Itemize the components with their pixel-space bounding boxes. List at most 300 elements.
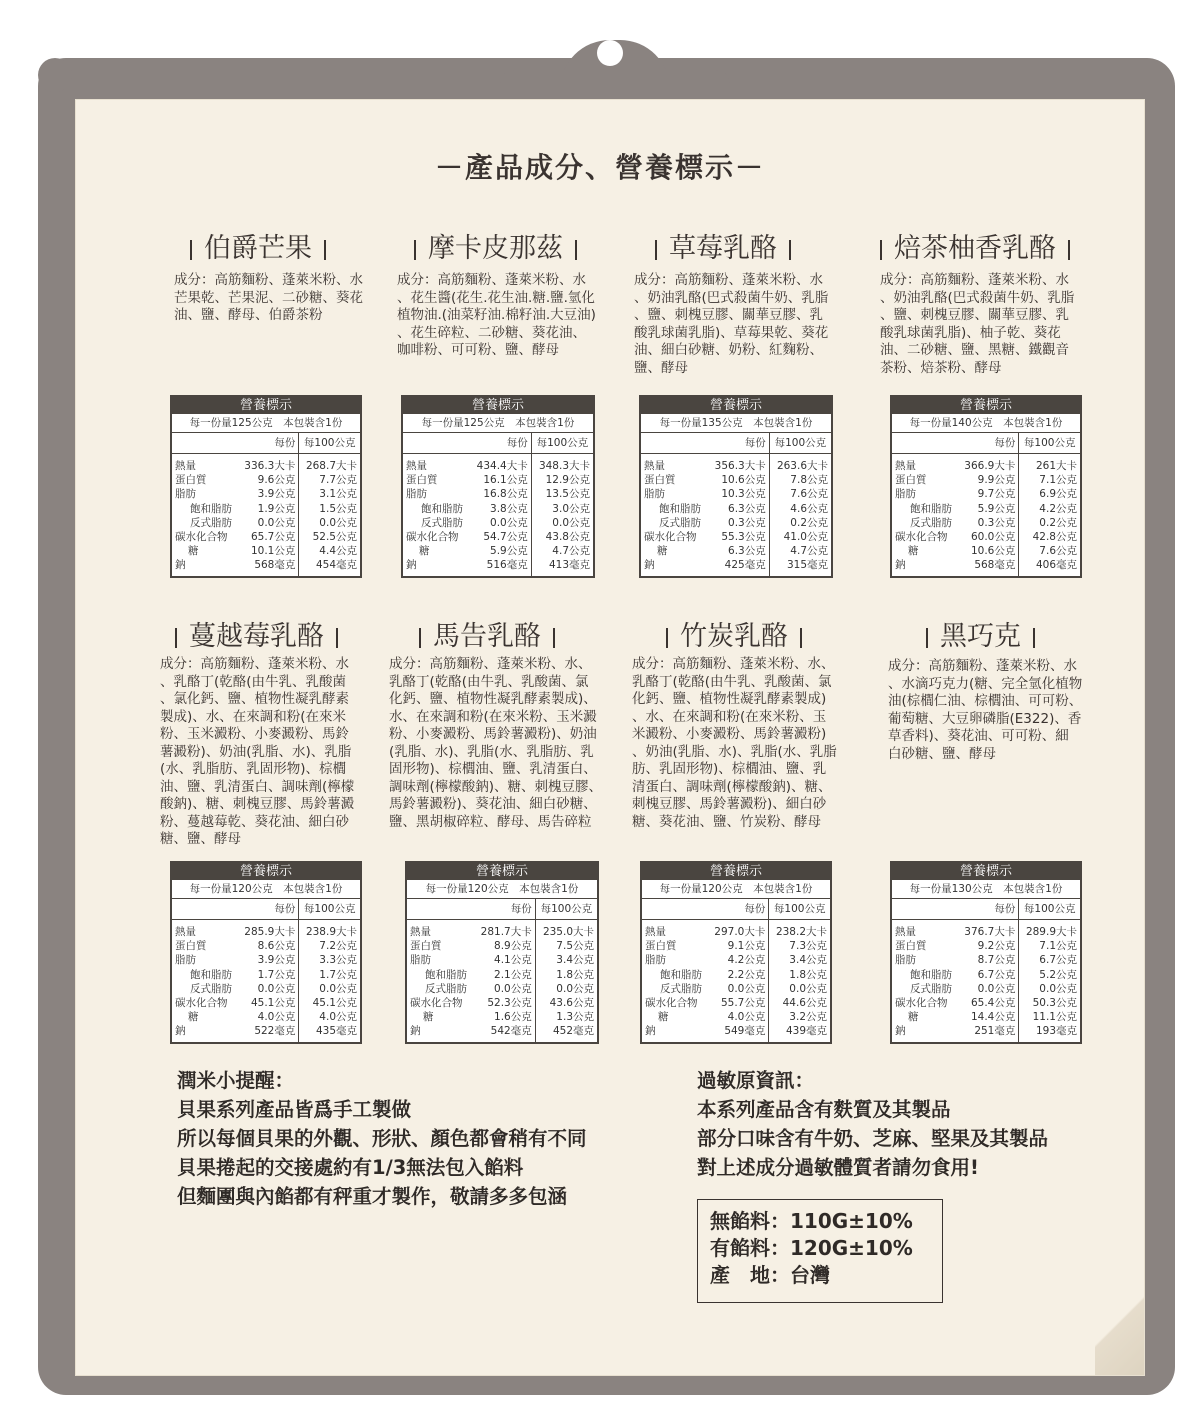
nutrient-label: 反式脂肪: [190, 982, 232, 995]
nutrient-label: 鈉: [410, 1025, 421, 1038]
col-per-serving: 每份: [238, 433, 299, 454]
nutrient-per-serving: 4.1公克: [494, 954, 532, 967]
nutrient-label: 糖: [908, 1011, 919, 1024]
nutrient-per-serving: 251毫克: [974, 1025, 1016, 1038]
nutrient-row: [171, 939, 361, 953]
nutrient-label: 蛋白質: [895, 940, 927, 953]
nutrient-label: 脂肪: [175, 954, 196, 967]
col-per-serving: 每份: [474, 899, 535, 920]
nutrient-per-100: 1.8公克: [769, 968, 831, 982]
col-per-100: 每100公克: [299, 433, 361, 454]
nutrient-per-100: 4.7公克: [531, 544, 594, 558]
nutrient-label: 脂肪: [895, 954, 916, 967]
nutrient-per-100: 7.6公克: [1019, 544, 1081, 558]
serving-info: 每一份量120公克 本包裝含1份: [406, 880, 598, 899]
nutrient-per-serving: 16.8公克: [483, 488, 528, 501]
nutrient-per-serving: 10.3公克: [721, 488, 766, 501]
nutrient-label: 熱量: [895, 926, 916, 938]
nutrition-table: [890, 395, 1082, 578]
nutrient-per-serving: 9.7公克: [977, 488, 1016, 501]
nutrient-per-100: 4.7公克: [769, 544, 832, 558]
nutrient-label: 反式脂肪: [425, 982, 467, 995]
nutrient-per-100: 7.1公克: [1019, 939, 1081, 953]
serving-info: 每一份量120公克 本包裝含1份: [641, 880, 831, 899]
nutrient-row: [171, 516, 361, 530]
nutrient-row: [891, 487, 1081, 501]
nutrient-row: [641, 939, 831, 953]
nutrient-per-serving: 0.0公克: [977, 982, 1016, 995]
nutrient-per-serving: 568毫克: [974, 559, 1016, 572]
nutrient-row: [406, 968, 598, 982]
nutrient-per-serving: 1.6公克: [494, 1011, 532, 1024]
nutrient-row: [171, 544, 361, 558]
nutrient-per-serving: 568毫克: [254, 559, 296, 572]
nutrient-label: 熱量: [895, 460, 916, 472]
nutrition-header: 營養標示: [171, 396, 361, 414]
nutrient-label: 熱量: [410, 926, 431, 938]
nutrient-per-100: 4.2公克: [1019, 502, 1081, 516]
nutrient-per-100: 7.2公克: [299, 939, 361, 953]
nutrient-per-serving: 542毫克: [490, 1025, 532, 1038]
nutrient-per-100: 44.6公克: [769, 996, 831, 1010]
nutrient-row: [402, 516, 594, 530]
nutrient-per-100: 6.7公克: [1019, 953, 1081, 967]
nutrient-label: 脂肪: [645, 954, 666, 967]
nutrient-per-100: 0.0公克: [299, 982, 361, 996]
corner-tl: [38, 58, 72, 92]
nutrient-per-100: 0.0公克: [299, 516, 361, 530]
nutrient-label: 碳水化合物: [410, 997, 463, 1010]
nutrient-label: 蛋白質: [895, 474, 927, 487]
nutrient-label: 碳水化合物: [406, 531, 459, 544]
nutrient-label: 飽和脂肪: [910, 968, 952, 981]
col-per-100: 每100公克: [531, 433, 594, 454]
serving-info: 每一份量130公克 本包裝含1份: [891, 880, 1081, 899]
nutrient-label: 熱量: [644, 460, 665, 472]
nutrient-label: 糖: [657, 545, 668, 558]
nutrient-per-serving: 52.3公克: [487, 997, 532, 1010]
nutrient-per-serving: 3.8公克: [490, 502, 528, 515]
product-name: 黑巧克: [940, 621, 1021, 652]
product-name: 摩卡皮那茲: [428, 233, 563, 264]
nutrient-label: 飽和脂肪: [659, 502, 701, 515]
nutrient-label: 蛋白質: [175, 940, 207, 953]
nutrient-label: 脂肪: [895, 488, 916, 501]
nutrient-per-100: 406毫克: [1019, 558, 1081, 576]
nutrient-per-100: 235.0大卡: [535, 920, 598, 940]
nutrient-row: [891, 558, 1081, 576]
nutrient-row: [891, 502, 1081, 516]
nutrient-row: [891, 1010, 1081, 1024]
nutrient-label: 鈉: [895, 1025, 906, 1038]
reminder-line: 但麵團與內餡都有秤重才製作，敬請多多包涵: [177, 1185, 568, 1208]
col-per-100: 每100公克: [769, 433, 832, 454]
nutrient-label: 鈉: [895, 559, 906, 572]
nutrition-table: [890, 861, 1082, 1044]
nutrient-per-serving: 434.4大卡: [476, 460, 528, 472]
nutrient-row: [406, 996, 598, 1010]
nutrient-row: [641, 968, 831, 982]
nutrition-table: [170, 395, 362, 578]
nutrition-table: [639, 395, 833, 578]
serving-info: 每一份量120公克 本包裝含1份: [171, 880, 361, 899]
nutrient-per-serving: 285.9大卡: [244, 926, 296, 938]
ingredients-text: 成分：高筋麵粉、蓬萊米粉、水 、乳酪丁(乾酪(由牛乳、乳酸菌 、氯化鈣、鹽、植物性凝乳酵素 製成)、水、在來調和粉(在來米 粉、玉米澱粉、小麥澱粉、馬鈴 薯澱粉)、奶油(乳脂、水)、乳脂 (水、乳脂肪、乳固形物)、棕櫚 油、鹽、乳清蛋白、調味劑(檸檬 酸鈉)、糖、刺槐豆膠、馬鈴薯澱 粉、蔓越莓乾、葵花油、細白砂 糖、鹽、酵母: [160, 656, 355, 847]
nutrient-row: [641, 1024, 831, 1042]
nutrient-row: [640, 516, 832, 530]
nutrient-row: [171, 920, 361, 940]
nutrient-row: [641, 1010, 831, 1024]
col-per-serving: 每份: [958, 899, 1019, 920]
serving-info: 每一份量125公克 本包裝含1份: [171, 414, 361, 433]
nutrient-per-100: 52.5公克: [299, 530, 361, 544]
nutrient-label: 蛋白質: [410, 940, 442, 953]
nutrient-row: [640, 502, 832, 516]
product-title: [402, 226, 589, 265]
reminder-title: 潤米小提醒：: [177, 1069, 295, 1092]
col-per-serving: 每份: [708, 433, 769, 454]
nutrient-per-100: 348.3大卡: [531, 454, 594, 474]
nutrition-header: 營養標示: [891, 862, 1081, 880]
nutrient-label: 鈉: [175, 559, 186, 572]
product-name: 伯爵芒果: [204, 233, 312, 264]
nutrient-per-100: 263.6大卡: [769, 454, 832, 474]
nutrient-per-100: 50.3公克: [1019, 996, 1081, 1010]
nutrient-label: 碳水化合物: [644, 531, 697, 544]
nutrient-per-100: 43.6公克: [535, 996, 598, 1010]
nutrient-row: [171, 982, 361, 996]
allergen-title: 過敏原資訊：: [697, 1069, 815, 1092]
nutrient-label: 反式脂肪: [659, 516, 701, 529]
nutrient-per-100: 1.8公克: [535, 968, 598, 982]
nutrient-per-serving: 3.9公克: [257, 488, 296, 501]
product-title: [163, 614, 350, 653]
nutrient-label: 反式脂肪: [660, 982, 702, 995]
nutrient-per-serving: 356.3大卡: [714, 460, 766, 472]
nutrient-per-100: 4.4公克: [299, 544, 361, 558]
nutrient-row: [640, 530, 832, 544]
nutrient-per-100: 1.5公克: [299, 502, 361, 516]
nutrient-row: [171, 1010, 361, 1024]
nutrient-per-100: 13.5公克: [531, 487, 594, 501]
nutrient-per-100: 1.7公克: [299, 968, 361, 982]
reminder-line: 貝果捲起的交接處約有1/3無法包入餡料: [177, 1156, 524, 1179]
nutrient-row: [891, 1024, 1081, 1042]
nutrient-per-serving: 55.7公克: [720, 997, 766, 1010]
nutrient-row: [891, 454, 1081, 474]
nutrient-per-serving: 376.7大卡: [964, 926, 1016, 938]
nutrient-label: 蛋白質: [175, 474, 207, 487]
nutrient-per-100: 0.0公克: [535, 982, 598, 996]
nutrient-per-serving: 0.0公克: [727, 982, 766, 995]
nutrient-per-serving: 16.1公克: [483, 474, 528, 487]
nutrient-per-100: 42.8公克: [1019, 530, 1081, 544]
nutrition-header: 營養標示: [171, 862, 361, 880]
nutrient-per-100: 413毫克: [531, 558, 594, 576]
nutrition-header: 營養標示: [406, 862, 598, 880]
product-title: [654, 614, 814, 653]
nutrient-row: [402, 530, 594, 544]
nutrient-per-serving: 425毫克: [724, 559, 766, 572]
nutrient-per-100: 435毫克: [299, 1024, 361, 1042]
nutrient-label: 飽和脂肪: [190, 502, 232, 515]
nutrient-per-serving: 1.7公克: [257, 968, 296, 981]
nutrient-per-serving: 6.3公克: [728, 545, 766, 558]
nutrient-per-serving: 65.4公克: [970, 997, 1016, 1010]
col-per-100: 每100公克: [1019, 899, 1081, 920]
nutrient-per-serving: 5.9公克: [490, 545, 528, 558]
nutrient-per-100: 0.0公克: [531, 516, 594, 530]
nutrient-per-100: 238.2大卡: [769, 920, 831, 940]
nutrient-per-100: 41.0公克: [769, 530, 832, 544]
col-per-serving: 每份: [958, 433, 1019, 454]
nutrient-label: 碳水化合物: [895, 997, 948, 1010]
col-per-serving: 每份: [238, 899, 299, 920]
nutrient-per-serving: 8.7公克: [977, 954, 1016, 967]
product-name: 焙茶柚香乳酪: [894, 233, 1056, 264]
nutrient-per-100: 7.7公克: [299, 473, 361, 487]
nutrient-row: [171, 968, 361, 982]
nutrient-row: [891, 530, 1081, 544]
nutrient-label: 蛋白質: [645, 940, 677, 953]
nutrient-per-serving: 65.7公克: [250, 531, 296, 544]
nutrient-row: [171, 530, 361, 544]
nutrient-per-100: 268.7大卡: [299, 454, 361, 474]
nutrient-per-100: 3.4公克: [769, 953, 831, 967]
nutrient-row: [171, 454, 361, 474]
nutrient-label: 碳水化合物: [175, 531, 228, 544]
nutrient-row: [402, 473, 594, 487]
nutrient-per-serving: 10.6公克: [970, 545, 1016, 558]
col-per-serving: 每份: [708, 899, 769, 920]
nutrient-per-serving: 297.0大卡: [714, 926, 766, 938]
nutrient-per-100: 0.0公克: [769, 982, 831, 996]
nutrition-table: [401, 395, 595, 578]
col-per-100: 每100公克: [769, 899, 831, 920]
nutrient-per-100: 3.2公克: [769, 1010, 831, 1024]
nutrient-label: 鈉: [175, 1025, 186, 1038]
nutrient-row: [406, 1024, 598, 1042]
nutrient-per-100: 5.2公克: [1019, 968, 1081, 982]
nutrient-row: [171, 953, 361, 967]
nutrient-row: [891, 920, 1081, 940]
nutrient-row: [171, 1024, 361, 1042]
allergen-block: [697, 1066, 1048, 1182]
nutrition-table: [640, 861, 832, 1044]
nutrient-per-100: 7.5公克: [535, 939, 598, 953]
nutrient-per-100: 261大卡: [1019, 454, 1081, 474]
nutrient-per-100: 6.9公克: [1019, 487, 1081, 501]
nutrient-per-serving: 9.6公克: [257, 474, 296, 487]
nutrition-header: 營養標示: [640, 396, 832, 414]
nutrient-row: [406, 939, 598, 953]
nutrient-per-serving: 5.9公克: [977, 502, 1016, 515]
spec-box: [697, 1199, 943, 1303]
page-fold: [1095, 1272, 1144, 1375]
product-name: 竹炭乳酪: [680, 621, 788, 652]
ingredients-text: 成分：高筋麵粉、蓬萊米粉、水、 乳酪丁(乾酪(由牛乳、乳酸菌、氯 化鈣、鹽、植物性凝乳酵素製成) 、水、在來調和粉(在來米粉、玉 米澱粉、小麥澱粉、馬鈴薯澱粉) 、奶油(乳脂、水)、乳脂(水、乳脂 肪、乳固形物)、棕櫚油、鹽、乳 清蛋白、調味劑(檸檬酸鈉)、糖、 刺槐豆膠、馬鈴薯澱粉)、細白砂 糖、葵花油、鹽、竹炭粉、酵母: [632, 656, 837, 830]
nutrient-per-serving: 9.9公克: [977, 474, 1016, 487]
product-name: 馬告乳酪: [433, 621, 541, 652]
nutrient-per-100: 0.0公克: [1019, 982, 1081, 996]
nutrient-per-serving: 55.3公克: [721, 531, 766, 544]
nutrient-row: [402, 544, 594, 558]
nutrient-per-serving: 4.0公克: [257, 1011, 296, 1024]
nutrient-per-100: 7.8公克: [769, 473, 832, 487]
nutrient-label: 飽和脂肪: [190, 968, 232, 981]
nutrient-per-serving: 0.3公克: [977, 516, 1016, 529]
nutrient-per-serving: 10.1公克: [250, 545, 296, 558]
ingredients-text: 成分：高筋麵粉、蓬萊米粉、水、 乳酪丁(乾酪(由牛乳、乳酸菌、氯 化鈣、鹽、植物性凝乳酵素製成)、 水、在來調和粉(在來米粉、玉米澱 粉、小麥澱粉、馬鈴薯澱粉)、奶油 (乳脂、水)、乳脂(水、乳脂肪、乳 固形物)、棕櫚油、鹽、乳清蛋白、 調味劑(檸檬酸鈉)、糖、刺槐豆膠、 馬鈴薯澱粉)、葵花油、細白砂糖、 鹽、黑胡椒碎粒、酵母、馬告碎粒: [389, 656, 603, 830]
nutrient-label: 飽和脂肪: [910, 502, 952, 515]
nutrient-label: 飽和脂肪: [660, 968, 702, 981]
nutrient-label: 飽和脂肪: [421, 502, 463, 515]
nutrient-per-serving: 14.4公克: [970, 1011, 1016, 1024]
nutrient-row: [640, 473, 832, 487]
nutrient-per-100: 0.2公克: [1019, 516, 1081, 530]
reminder-line: 所以每個貝果的外觀、形狀、顏色都會稍有不同: [177, 1127, 587, 1150]
nutrient-label: 碳水化合物: [175, 997, 228, 1010]
ingredients-text: 成分：高筋麵粉、蓬萊米粉、水 、奶油乳酪(巴式殺菌牛奶、乳脂 、鹽、刺槐豆膠、關華豆膠、乳 酸乳球菌乳脂)、柚子乾、葵花 油、二砂糖、鹽、黑糖、鐵觀音 茶粉、焙茶粉、酵母: [880, 272, 1075, 376]
nutrient-row: [402, 454, 594, 474]
nutrient-row: [171, 473, 361, 487]
spec-line: 有餡料：120G±10%: [710, 1236, 913, 1260]
nutrient-per-serving: 6.7公克: [977, 968, 1016, 981]
nutrient-per-100: 238.9大卡: [299, 920, 361, 940]
nutrient-row: [171, 996, 361, 1010]
nutrient-label: 糖: [188, 545, 199, 558]
nutrient-label: 糖: [908, 545, 919, 558]
nutrient-per-100: 4.6公克: [769, 502, 832, 516]
product-name: 蔓越莓乳酪: [189, 621, 324, 652]
nutrient-per-100: 3.4公克: [535, 953, 598, 967]
nutrient-per-serving: 4.0公克: [727, 1011, 766, 1024]
nutrient-label: 碳水化合物: [895, 531, 948, 544]
nutrient-row: [891, 516, 1081, 530]
nutrient-row: [402, 558, 594, 576]
col-per-100: 每100公克: [535, 899, 598, 920]
reminder-line: 貝果系列產品皆爲手工製做: [177, 1098, 412, 1121]
nutrient-per-serving: 0.0公克: [494, 982, 532, 995]
ingredients-text: 成分：高筋麵粉、蓬萊米粉、水 、水滴巧克力(糖、完全氫化植物 油(棕櫚仁油、棕櫚油、可可粉、 葡萄糖、大豆卵磷脂(E322)、香 草香料)、葵花油、可可粉、細 白砂糖、鹽、酵母: [888, 658, 1083, 762]
nutrient-row: [640, 544, 832, 558]
nutrient-per-100: 454毫克: [299, 558, 361, 576]
reminder-block: [177, 1066, 587, 1211]
nutrition-header: 營養標示: [891, 396, 1081, 414]
nutrient-label: 鈉: [644, 559, 655, 572]
nutrient-row: [402, 487, 594, 501]
spec-line: 產 地：台灣: [710, 1263, 830, 1287]
nutrition-table: [170, 861, 362, 1044]
nutrient-per-serving: 3.9公克: [257, 954, 296, 967]
product-title: [407, 614, 567, 653]
nutrient-per-serving: 0.0公克: [257, 516, 296, 529]
nutrient-per-serving: 8.6公克: [257, 940, 296, 953]
nutrient-label: 糖: [658, 1011, 669, 1024]
nutrient-per-100: 452毫克: [535, 1024, 598, 1042]
nutrient-row: [891, 982, 1081, 996]
nutrient-label: 熱量: [406, 460, 427, 472]
nutrient-per-serving: 4.2公克: [727, 954, 766, 967]
nutrient-label: 飽和脂肪: [425, 968, 467, 981]
nutrient-label: 脂肪: [410, 954, 431, 967]
nutrition-header: 營養標示: [402, 396, 594, 414]
nutrient-per-serving: 549毫克: [724, 1025, 766, 1038]
nutrient-per-serving: 0.3公克: [728, 516, 766, 529]
nutrient-per-100: 3.0公克: [531, 502, 594, 516]
nutrient-label: 糖: [188, 1011, 199, 1024]
nutrient-per-100: 0.2公克: [769, 516, 832, 530]
nutrient-per-100: 7.6公克: [769, 487, 832, 501]
nutrient-label: 熱量: [175, 926, 196, 938]
serving-info: 每一份量140公克 本包裝含1份: [891, 414, 1081, 433]
page-title: －產品成分、營養標示－: [434, 151, 765, 184]
nutrition-table: [405, 861, 599, 1044]
nutrient-per-100: 439毫克: [769, 1024, 831, 1042]
product-title: [643, 226, 803, 265]
nutrient-per-serving: 45.1公克: [250, 997, 296, 1010]
nutrient-row: [891, 544, 1081, 558]
nutrient-row: [891, 996, 1081, 1010]
nutrient-per-serving: 6.3公克: [728, 502, 766, 515]
clip-hole: [597, 40, 623, 66]
nutrient-row: [171, 558, 361, 576]
nutrient-per-serving: 2.1公克: [494, 968, 532, 981]
nutrient-label: 蛋白質: [644, 474, 676, 487]
nutrient-label: 糖: [423, 1011, 434, 1024]
nutrient-per-100: 193毫克: [1019, 1024, 1081, 1042]
nutrient-row: [640, 487, 832, 501]
nutrient-label: 糖: [419, 545, 430, 558]
nutrient-per-serving: 336.3大卡: [244, 460, 296, 472]
nutrient-per-100: 289.9大卡: [1019, 920, 1081, 940]
col-per-100: 每100公克: [299, 899, 361, 920]
nutrient-row: [406, 953, 598, 967]
serving-info: 每一份量135公克 本包裝含1份: [640, 414, 832, 433]
nutrient-row: [891, 939, 1081, 953]
nutrient-label: 反式脂肪: [190, 516, 232, 529]
nutrient-label: 蛋白質: [406, 474, 438, 487]
nutrient-per-serving: 8.9公克: [494, 940, 532, 953]
nutrient-row: [891, 968, 1081, 982]
nutrient-per-serving: 2.2公克: [727, 968, 766, 981]
nutrient-per-serving: 9.2公克: [977, 940, 1016, 953]
nutrient-row: [171, 487, 361, 501]
ingredients-text: 成分：高筋麵粉、蓬萊米粉、水 、花生醬(花生.花生油.糖.鹽.氫化 植物油.(油菜籽油.棉籽油.大豆油) 、花生碎粒、二砂糖、葵花油、 咖啡粉、可可粉、鹽、酵母: [397, 272, 596, 358]
nutrient-row: [641, 996, 831, 1010]
allergen-line: 對上述成分過敏體質者請勿食用!: [697, 1156, 979, 1179]
col-per-100: 每100公克: [1019, 433, 1081, 454]
nutrient-row: [641, 982, 831, 996]
nutrient-per-100: 7.3公克: [769, 939, 831, 953]
nutrient-row: [891, 473, 1081, 487]
nutrient-row: [171, 502, 361, 516]
nutrient-per-100: 4.0公克: [299, 1010, 361, 1024]
nutrient-label: 脂肪: [406, 488, 427, 501]
nutrient-label: 反式脂肪: [910, 516, 952, 529]
nutrient-per-100: 12.9公克: [531, 473, 594, 487]
nutrient-per-serving: 9.1公克: [727, 940, 766, 953]
nutrition-header: 營養標示: [641, 862, 831, 880]
nutrient-row: [406, 920, 598, 940]
nutrient-per-serving: 1.9公克: [257, 502, 296, 515]
nutrient-per-serving: 0.0公克: [257, 982, 296, 995]
nutrient-per-serving: 0.0公克: [490, 516, 528, 529]
nutrient-row: [402, 502, 594, 516]
product-name: 草莓乳酪: [669, 233, 777, 264]
nutrient-per-serving: 366.9大卡: [964, 460, 1016, 472]
nutrient-label: 反式脂肪: [421, 516, 463, 529]
